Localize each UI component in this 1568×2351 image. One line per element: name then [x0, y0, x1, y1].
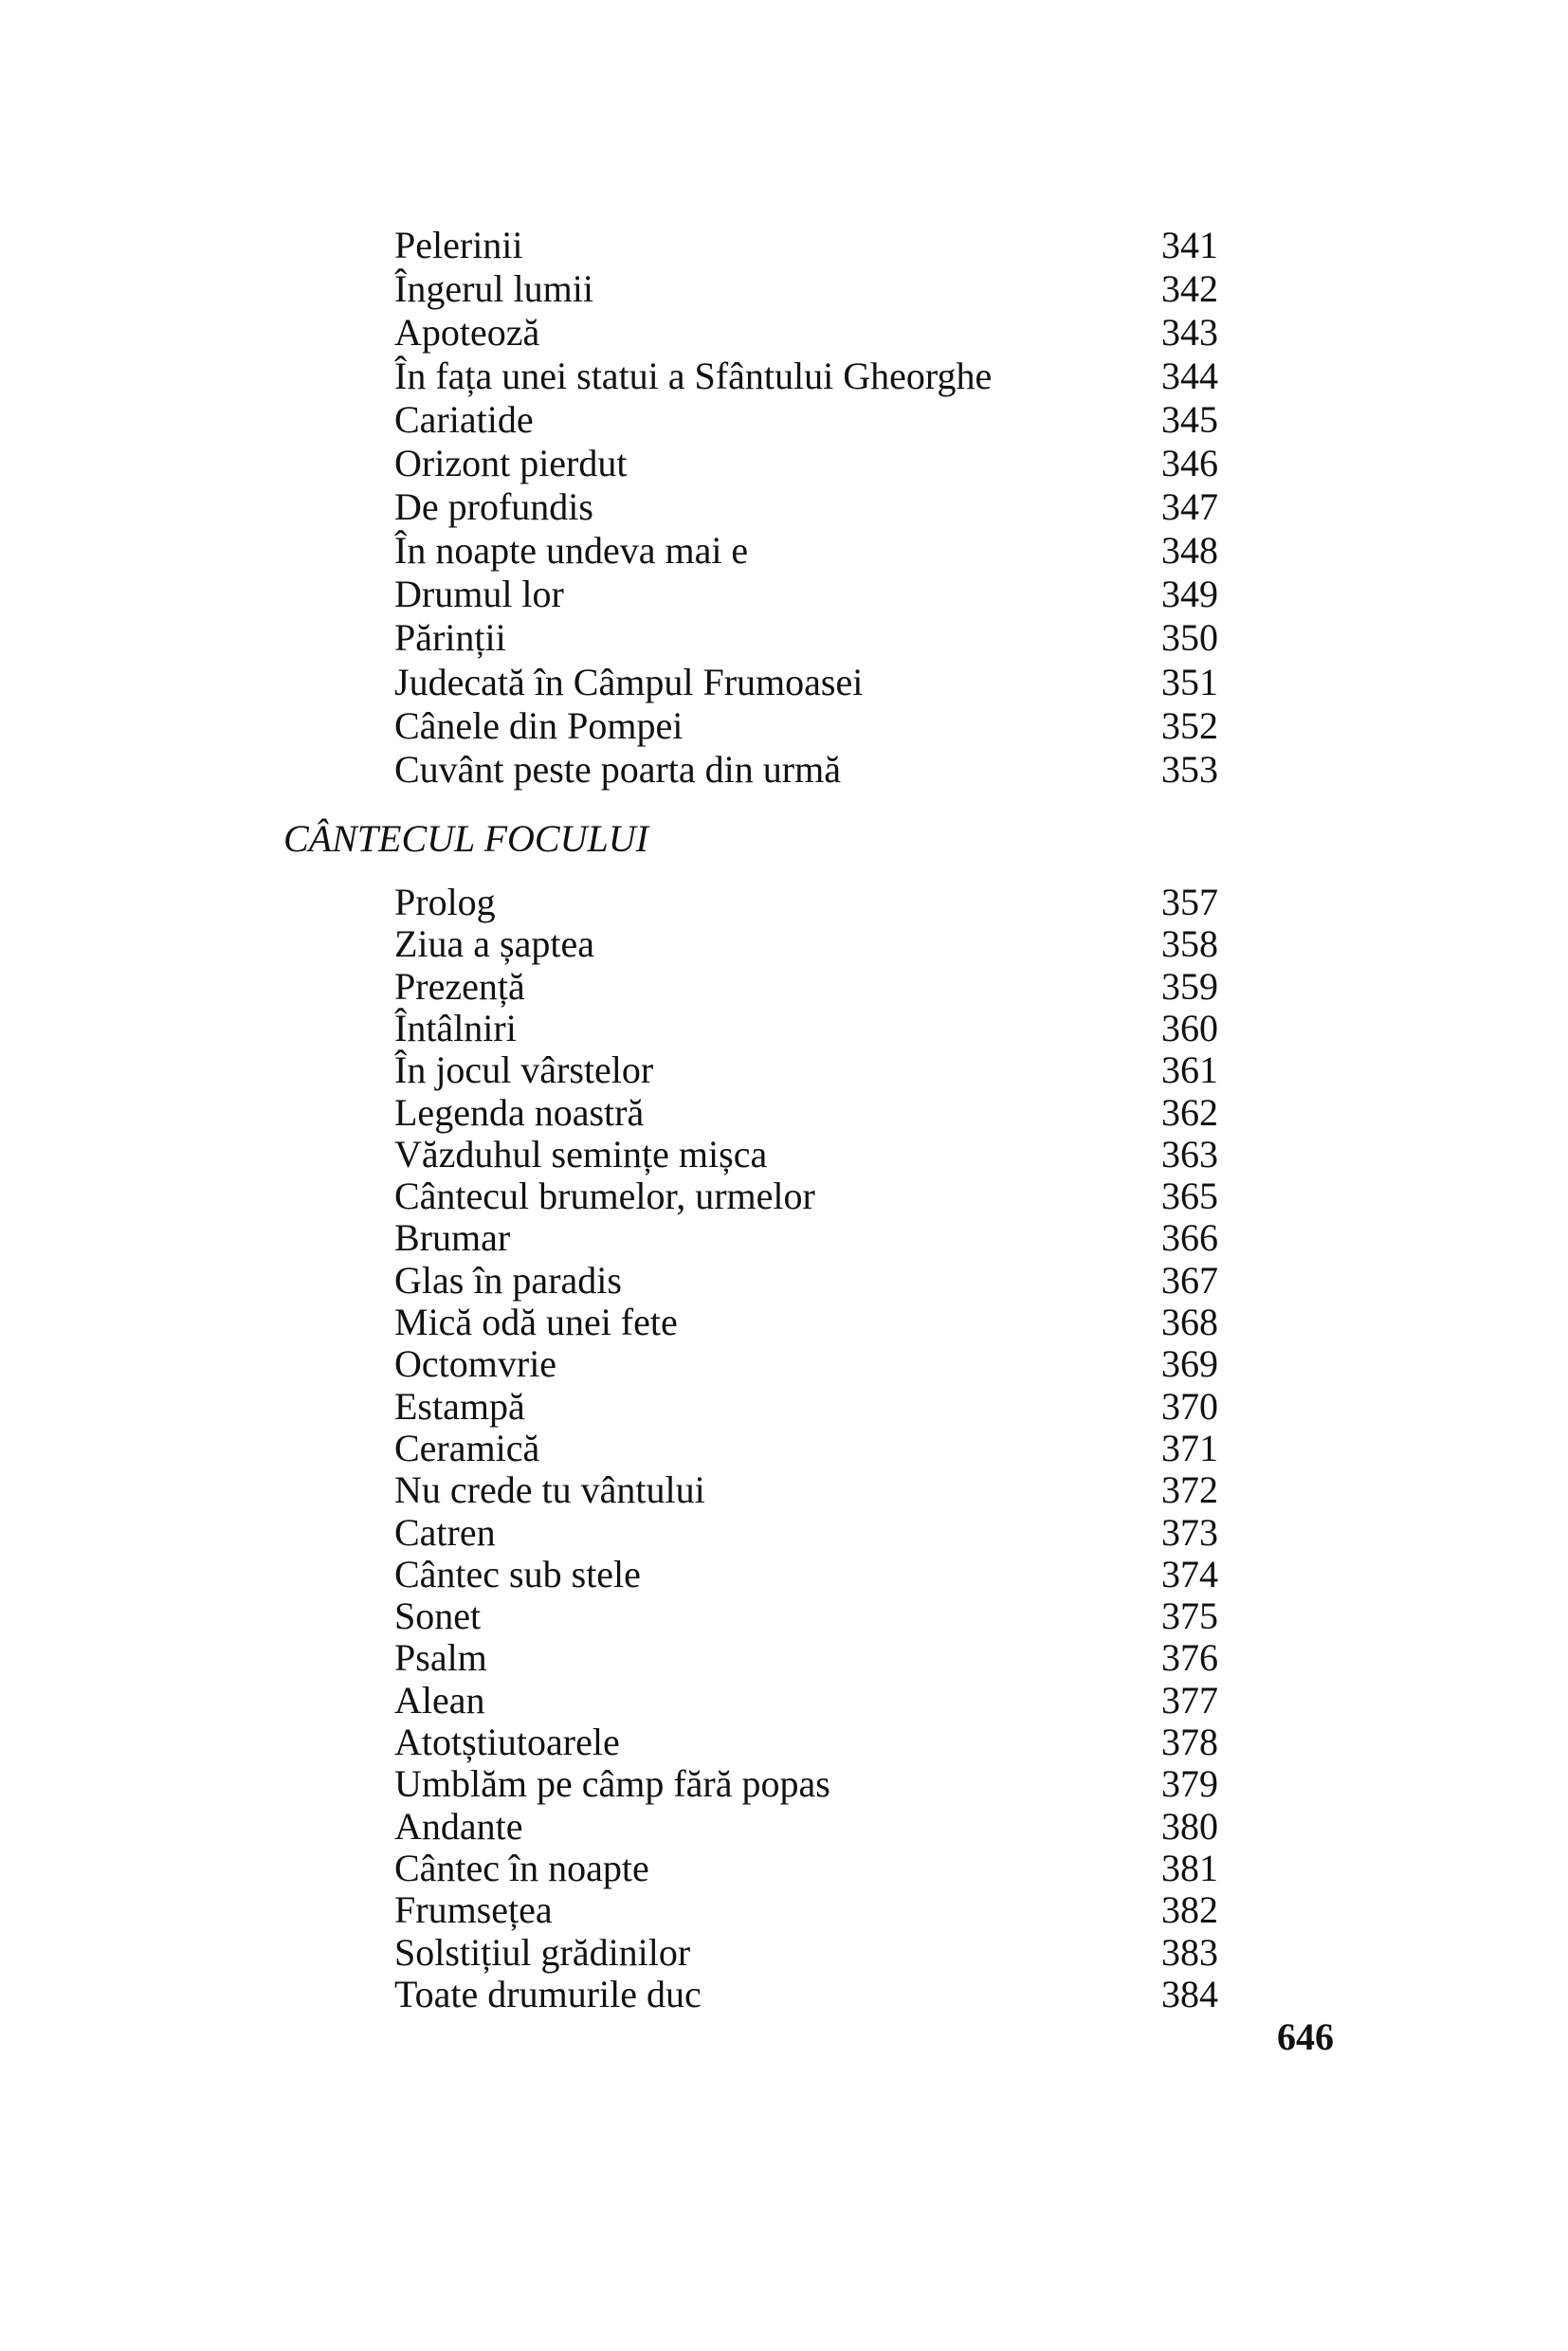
toc-entry-page: 377 [1161, 1678, 1218, 1722]
toc-entry-page: 357 [1161, 881, 1218, 923]
toc-entry [0, 1888, 1568, 1932]
toc-entry-page: 360 [1161, 1006, 1218, 1049]
toc-entry-page: 361 [1161, 1048, 1218, 1092]
toc-entry-page: 345 [1161, 398, 1218, 442]
toc-entry [0, 922, 1568, 966]
toc-entry-page: 378 [1161, 1721, 1218, 1763]
toc-entry [0, 1721, 1568, 1764]
toc-entry [0, 529, 1568, 573]
toc-entry-title: Estampă [394, 1384, 525, 1428]
toc-entry [0, 1007, 1568, 1050]
toc-entry-title: Orizont pierdut [394, 442, 628, 485]
toc-entry-page: 349 [1161, 573, 1218, 616]
toc-entry-title: În fața unei statui a Sfântului Gheorghe [394, 355, 993, 398]
toc-entry [0, 1133, 1568, 1176]
toc-entry-title: Andante [394, 1804, 523, 1848]
toc-entry-page: 369 [1161, 1342, 1218, 1386]
toc-entry-title: De profundis [394, 485, 593, 529]
toc-entry-page: 376 [1161, 1636, 1218, 1680]
toc-entry-title: Întâlniri [394, 1006, 517, 1049]
section-heading: CÂNTECUL FOCULUI [283, 817, 648, 860]
toc-entry [0, 1847, 1568, 1890]
toc-entry-page: 343 [1161, 311, 1218, 355]
toc-entry-title: Cântec în noapte [394, 1846, 649, 1889]
toc-entry-page: 341 [1161, 224, 1218, 266]
toc-entry-title: Văzduhul semințe mișca [394, 1132, 768, 1176]
toc-entry [0, 1342, 1568, 1386]
toc-entry-page: 342 [1161, 267, 1218, 311]
toc-entry-page: 383 [1161, 1930, 1218, 1974]
toc-entry-title: Cariatide [394, 398, 534, 442]
toc-entry [0, 1679, 1568, 1722]
toc-entry-page: 379 [1161, 1762, 1218, 1806]
toc-entry-title: Cântecul brumelor, urmelor [394, 1175, 815, 1218]
toc-entry [0, 1468, 1568, 1512]
toc-entry-title: Toate drumurile duc [394, 1972, 702, 2015]
toc-entry-title: Alean [394, 1678, 485, 1722]
toc-entry [0, 1762, 1568, 1806]
toc-entry [0, 661, 1568, 704]
toc-entry-page: 368 [1161, 1301, 1218, 1343]
toc-entry-page: 375 [1161, 1595, 1218, 1638]
toc-entry-page: 371 [1161, 1426, 1218, 1469]
toc-entry-title: Îngerul lumii [394, 267, 593, 311]
toc-entry-page: 350 [1161, 616, 1218, 660]
toc-entry [0, 1427, 1568, 1470]
toc-entry [0, 1091, 1568, 1135]
toc-entry [0, 398, 1568, 442]
toc-entry [0, 311, 1568, 355]
toc-entry-title: Glas în paradis [394, 1258, 622, 1302]
toc-entry [0, 1385, 1568, 1429]
toc-entry-title: Pelerinii [394, 224, 523, 266]
toc-entry-page: 351 [1161, 660, 1218, 703]
toc-entry-title: Prolog [394, 881, 496, 923]
toc-entry-title: Legenda noastră [394, 1090, 645, 1134]
toc-entry-page: 363 [1161, 1132, 1218, 1176]
toc-entry-page: 365 [1161, 1175, 1218, 1218]
toc-entry-title: Prezență [394, 964, 525, 1008]
toc-entry [0, 485, 1568, 529]
toc-entry-page: 353 [1161, 747, 1218, 791]
toc-entry-page: 374 [1161, 1552, 1218, 1595]
toc-entry-title: Cântec sub stele [394, 1552, 641, 1595]
toc-entry [0, 748, 1568, 792]
toc-entry-title: În jocul vârstelor [394, 1048, 654, 1092]
toc-entry-title: Mică odă unei fete [394, 1301, 678, 1343]
toc-entry-title: Octomvrie [394, 1342, 557, 1386]
toc-entry-page: 362 [1161, 1090, 1218, 1134]
toc-entry-title: Solstițiul grădinilor [394, 1930, 691, 1974]
toc-entry [0, 1973, 1568, 2016]
toc-entry-title: Sonet [394, 1595, 482, 1638]
toc-entry [0, 1301, 1568, 1344]
toc-entry-page: 373 [1161, 1510, 1218, 1554]
toc-entry-page: 347 [1161, 485, 1218, 529]
toc-entry-title: Cânele din Pompei [394, 703, 684, 747]
toc-entry [0, 616, 1568, 660]
toc-entry-page: 384 [1161, 1972, 1218, 2015]
toc-entry [0, 1511, 1568, 1555]
toc-entry-page: 382 [1161, 1888, 1218, 1932]
toc-entry-page: 352 [1161, 703, 1218, 747]
toc-entry-title: Atotștiutoarele [394, 1721, 620, 1763]
toc-entry-title: Umblăm pe câmp fără popas [394, 1762, 830, 1806]
toc-entry [0, 267, 1568, 311]
toc-entry-page: 370 [1161, 1384, 1218, 1428]
toc-entry [0, 224, 1568, 267]
toc-entry-page: 348 [1161, 529, 1218, 573]
toc-entry-title: Apoteoză [394, 311, 540, 355]
toc-entry-page: 367 [1161, 1258, 1218, 1302]
toc-entry-page: 381 [1161, 1846, 1218, 1889]
toc-entry [0, 1931, 1568, 1975]
toc-entry-title: Catren [394, 1510, 496, 1554]
toc-entry-title: Brumar [394, 1216, 511, 1260]
toc-entry [0, 965, 1568, 1009]
toc-entry-page: 372 [1161, 1468, 1218, 1512]
toc-entry [0, 1636, 1568, 1680]
toc-entry [0, 1595, 1568, 1638]
toc-entry-title: Drumul lor [394, 573, 564, 616]
toc-entry [0, 1048, 1568, 1092]
toc-entry [0, 881, 1568, 924]
page-number: 646 [1277, 2015, 1334, 2058]
toc-entry [0, 1553, 1568, 1596]
toc-entry-title: În noapte undeva mai e [394, 529, 749, 573]
toc-entry-page: 358 [1161, 922, 1218, 966]
toc-entry-page: 380 [1161, 1804, 1218, 1848]
toc-entry [0, 1259, 1568, 1303]
toc-entry-title: Frumsețea [394, 1888, 553, 1932]
toc-entry-page: 366 [1161, 1216, 1218, 1260]
toc-entry-title: Judecată în Câmpul Frumoasei [394, 660, 864, 703]
toc-entry [0, 1175, 1568, 1218]
toc-entry [0, 704, 1568, 748]
toc-entry [0, 1216, 1568, 1260]
toc-entry-title: Cuvânt peste poarta din urmă [394, 747, 841, 791]
toc-entry-page: 359 [1161, 964, 1218, 1008]
toc-entry-title: Ceramică [394, 1426, 540, 1469]
toc-entry [0, 355, 1568, 398]
toc-entry-title: Părinții [394, 616, 506, 660]
toc-entry [0, 442, 1568, 485]
toc-entry-title: Nu crede tu vântului [394, 1468, 705, 1512]
toc-entry [0, 1805, 1568, 1849]
toc-entry [0, 573, 1568, 616]
toc-entry-page: 344 [1161, 355, 1218, 398]
toc-entry-title: Ziua a șaptea [394, 922, 594, 966]
toc-entry-title: Psalm [394, 1636, 487, 1680]
toc-entry-page: 346 [1161, 442, 1218, 485]
